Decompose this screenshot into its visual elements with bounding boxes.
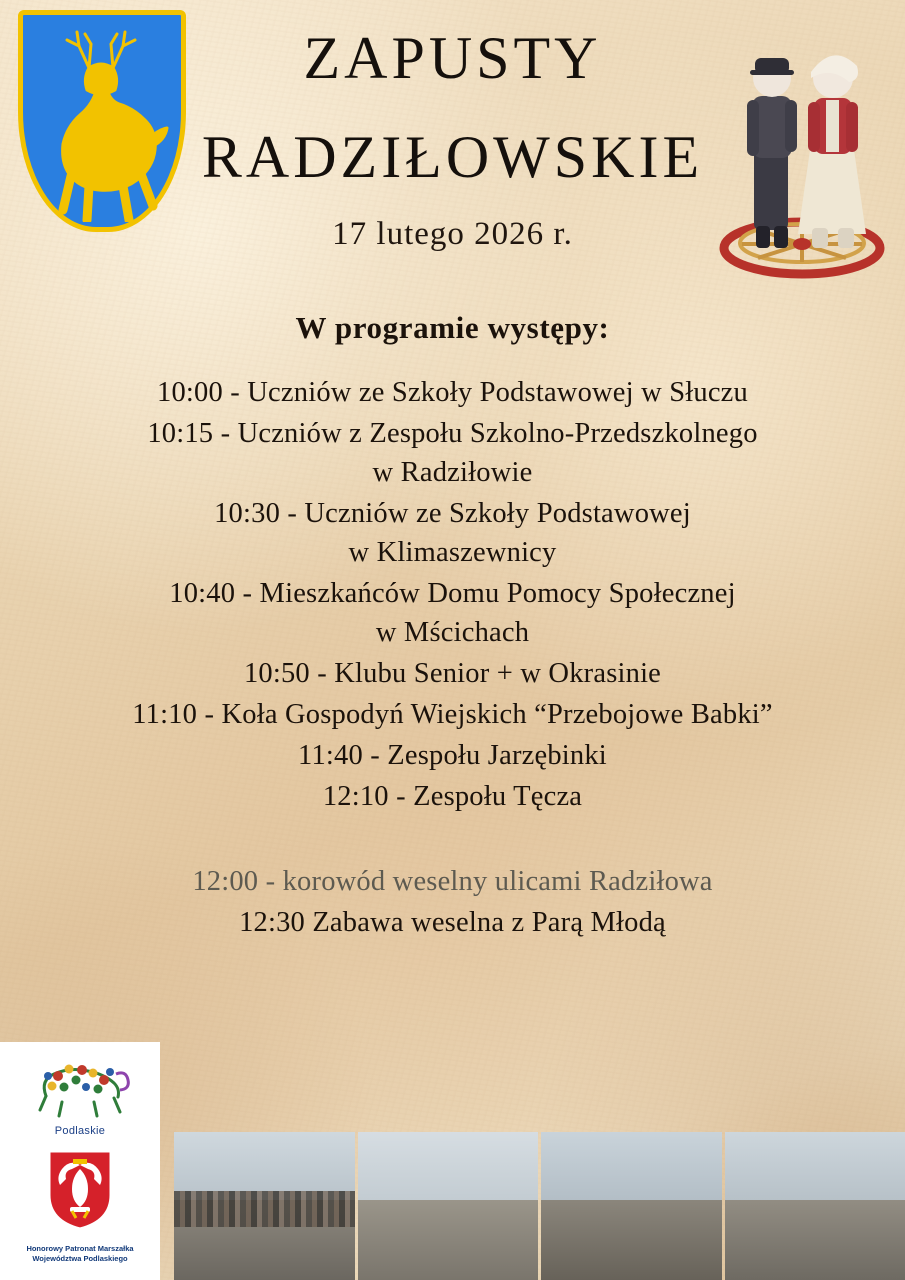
podlaskie-region-logo <box>0 1042 160 1137</box>
program-item <box>0 493 905 534</box>
program-item-text: - Koła Gospodyń Wiejskich “Przebojowe Babki” <box>204 699 773 731</box>
closing-item-text: - korowód weselny ulicami Radziłowa <box>265 866 713 898</box>
program-item-text: - Uczniów ze Szkoły Podstawowej w Słuczu <box>230 377 748 408</box>
closing-item-text: Zabawa weselna z Parą Młodą <box>312 907 666 939</box>
patronage-line-2: Województwa Podlaskiego <box>32 1254 128 1264</box>
program-item <box>0 694 905 735</box>
program-item-text: - Uczniów ze Szkoły Podstawowej <box>287 498 691 530</box>
sponsor-logos-panel <box>0 1042 160 1280</box>
title-block <box>0 26 905 253</box>
photo-thumbnail <box>358 1132 539 1280</box>
program-item-text: - Zespołu Tęcza <box>396 781 583 813</box>
program-item-time: 11:10 <box>132 699 198 731</box>
closing-item <box>0 902 905 943</box>
program-item <box>0 372 905 413</box>
program-item-time: 12:10 <box>322 781 389 813</box>
poster-title-line-2: RADZIŁOWSKIE <box>201 123 704 190</box>
program-item-time: 10:50 <box>243 658 310 690</box>
closing-events <box>0 861 905 943</box>
patronage-line-1: Honorowy Patronat Marszałka <box>26 1244 134 1253</box>
program-item <box>0 776 905 817</box>
poster-date: 17 lutego 2026 r. <box>332 215 573 252</box>
patronage-caption <box>0 1244 160 1264</box>
podlaskie-label: Podlaskie <box>54 1125 106 1137</box>
program-item-text: - Mieszkańców Domu Pomocy Społecznej <box>242 578 736 610</box>
closing-item-time: 12:30 <box>239 907 305 939</box>
polish-eagle-coat-of-arms <box>0 1147 160 1264</box>
photo-thumbnail <box>541 1132 722 1280</box>
closing-item-time: 12:00 <box>192 866 259 898</box>
program-item <box>0 653 905 694</box>
program-item <box>0 413 905 454</box>
eagle-shield-icon <box>43 1147 117 1233</box>
program-item-time: 10:40 <box>169 578 236 610</box>
photo-strip <box>174 1132 905 1280</box>
program-item-continuation: w Klimaszewnicy <box>348 537 557 569</box>
program-item-text: - Uczniów z Zespołu Szkolno-Przedszkolnego <box>220 418 758 450</box>
photo-thumbnail <box>725 1132 905 1280</box>
program-item-time: 10:00 <box>157 377 223 408</box>
poster-title-line-1: ZAPUSTY <box>303 25 602 91</box>
program-item <box>0 573 905 614</box>
program-item-continuation: w Mścichach <box>375 617 530 649</box>
program-item <box>0 735 905 776</box>
program-item-time: 10:15 <box>147 418 214 450</box>
program-item-time: 11:40 <box>298 740 363 772</box>
program-section <box>0 310 905 943</box>
program-item-time: 10:30 <box>214 498 281 530</box>
closing-item <box>0 861 905 902</box>
photo-thumbnail <box>174 1132 355 1280</box>
program-item-continuation: w Radziłowie <box>372 457 533 489</box>
program-item-text: - Zespołu Jarzębinki <box>370 740 607 772</box>
podlaskie-bison-icon <box>24 1056 136 1118</box>
program-item-text: - Klubu Senior + w Okrasinie <box>317 658 662 690</box>
program-heading: W programie występy: <box>295 310 610 345</box>
